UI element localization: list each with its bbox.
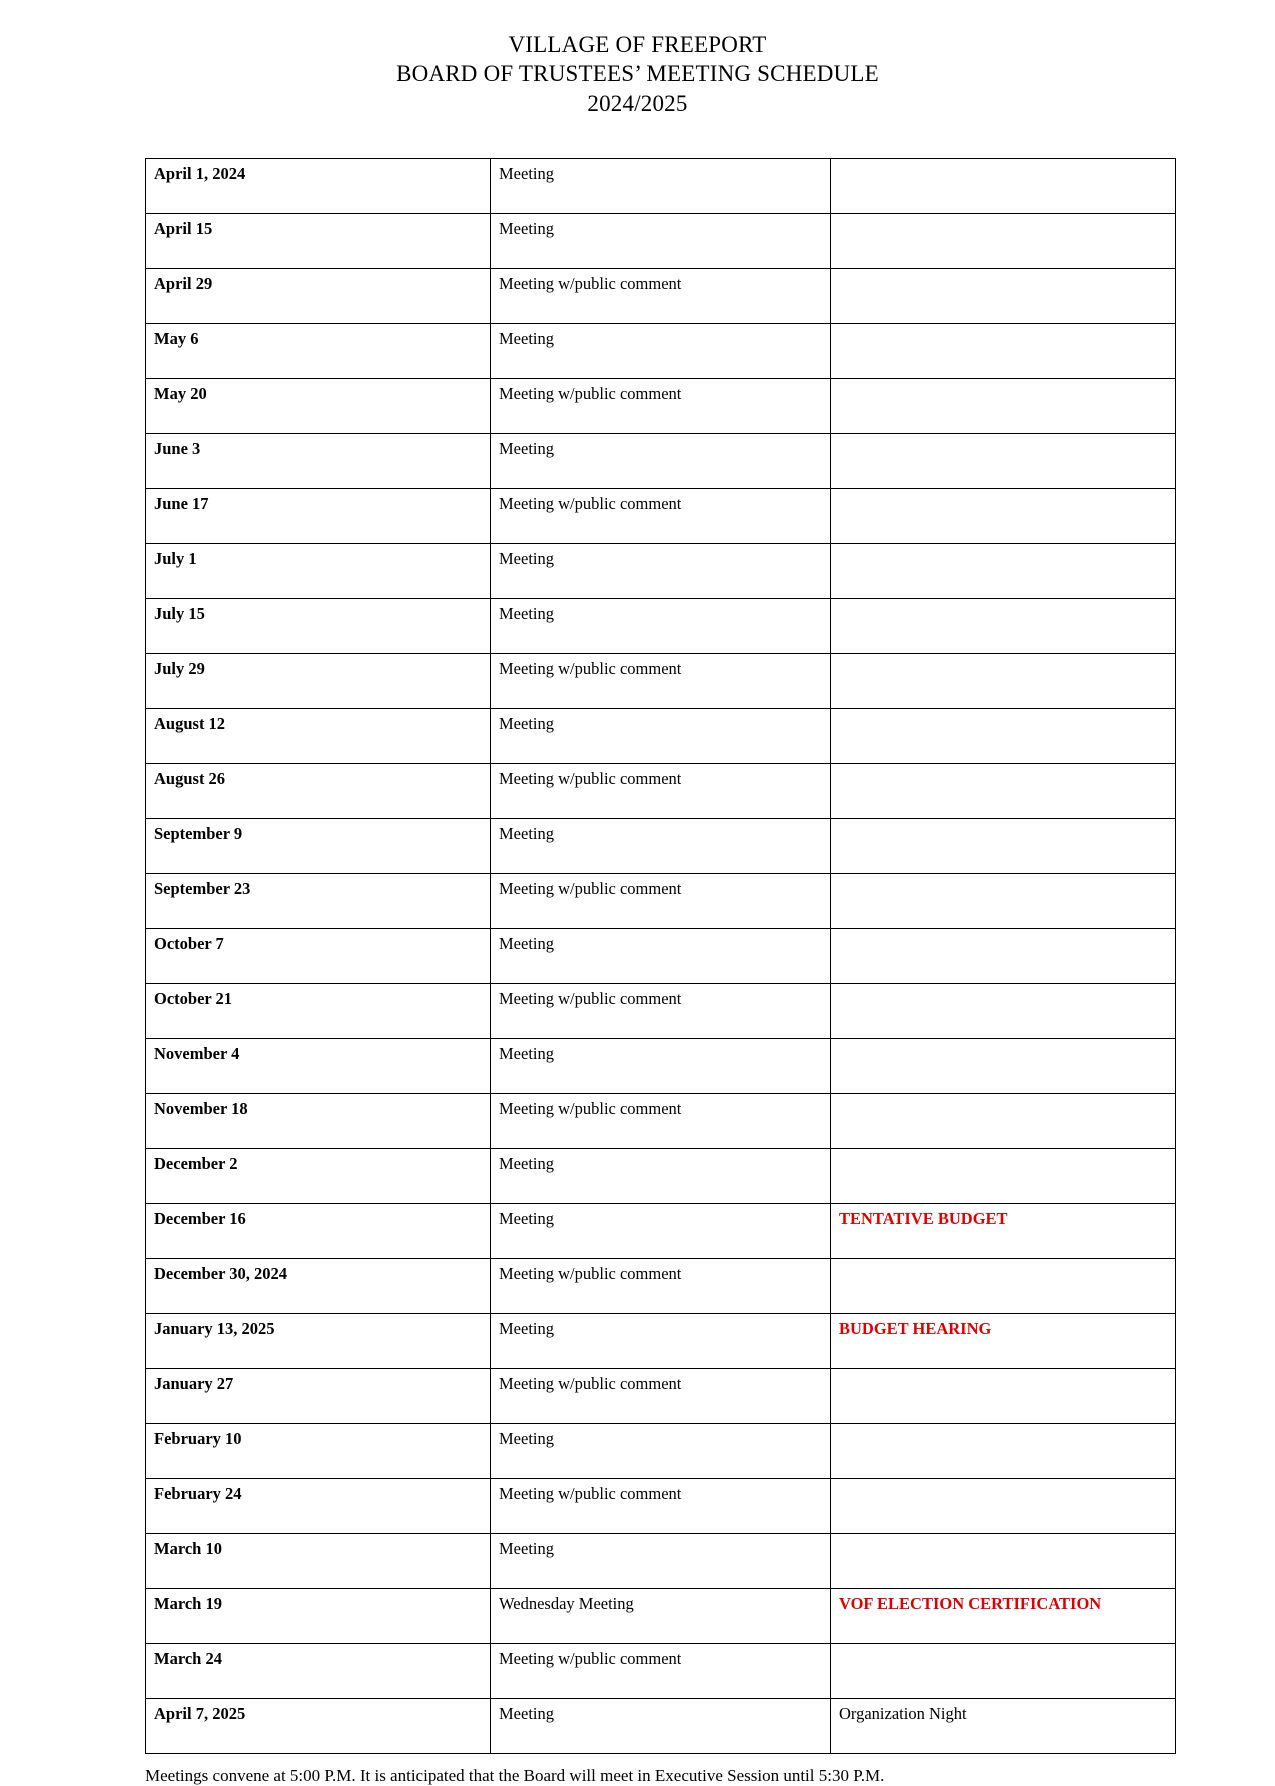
meeting-note-cell (831, 544, 1176, 599)
table-row (146, 1534, 1176, 1589)
meeting-type-cell: Meeting (491, 1424, 831, 1479)
meeting-note-cell (831, 599, 1176, 654)
table-row (146, 1369, 1176, 1424)
meeting-type-cell: Meeting (491, 214, 831, 269)
table-row (146, 1094, 1176, 1149)
meeting-type-cell: Meeting w/public comment (491, 1094, 831, 1149)
table-row (146, 654, 1176, 709)
table-row (146, 379, 1176, 434)
meeting-note-cell (831, 1259, 1176, 1314)
table-row (146, 874, 1176, 929)
meeting-note-cell (831, 434, 1176, 489)
header-line-title: BOARD OF TRUSTEES’ MEETING SCHEDULE (396, 61, 879, 87)
meeting-date-cell: June 17 (146, 489, 491, 544)
table-row (146, 1039, 1176, 1094)
meeting-note-cell (831, 324, 1176, 379)
meeting-note-cell (831, 929, 1176, 984)
meeting-note-cell (831, 819, 1176, 874)
table-row (146, 324, 1176, 379)
meeting-date-cell: March 19 (146, 1589, 491, 1644)
document-header (0, 30, 1275, 118)
meeting-date-cell: October 21 (146, 984, 491, 1039)
meeting-date-cell: December 30, 2024 (146, 1259, 491, 1314)
table-row (146, 929, 1176, 984)
table-row (146, 599, 1176, 654)
table-row (146, 764, 1176, 819)
meeting-type-cell: Meeting (491, 1039, 831, 1094)
meeting-note-cell (831, 489, 1176, 544)
table-row (146, 159, 1176, 214)
meeting-note-cell (831, 214, 1176, 269)
meeting-type-cell: Meeting (491, 159, 831, 214)
meeting-type-cell: Meeting w/public comment (491, 489, 831, 544)
meeting-date-cell: September 9 (146, 819, 491, 874)
meeting-type-cell: Meeting w/public comment (491, 764, 831, 819)
meeting-date-cell: April 15 (146, 214, 491, 269)
meeting-note-cell (831, 379, 1176, 434)
header-line-village: VILLAGE OF FREEPORT (508, 32, 767, 57)
meeting-note-cell (831, 1369, 1176, 1424)
table-row (146, 1424, 1176, 1479)
meeting-type-cell: Meeting (491, 819, 831, 874)
meeting-note-cell (831, 1644, 1176, 1699)
table-row (146, 1589, 1176, 1644)
meeting-date-cell: July 29 (146, 654, 491, 709)
table-row (146, 1204, 1176, 1259)
footnote-text: Meetings convene at 5:00 P.M. It is anticipated that the Board will meet in Executive Session until 5:30 P.M. (145, 1766, 885, 1786)
meeting-date-cell: October 7 (146, 929, 491, 984)
meeting-type-cell: Meeting (491, 544, 831, 599)
meeting-type-cell: Meeting (491, 324, 831, 379)
meeting-note-cell (831, 1094, 1176, 1149)
meeting-type-cell: Meeting (491, 1699, 831, 1754)
meeting-note-cell (831, 1479, 1176, 1534)
meeting-type-cell: Meeting w/public comment (491, 984, 831, 1039)
meeting-date-cell: December 16 (146, 1204, 491, 1259)
meeting-note-cell (831, 1039, 1176, 1094)
meeting-date-cell: December 2 (146, 1149, 491, 1204)
table-row (146, 269, 1176, 324)
meeting-note-cell: Organization Night (831, 1699, 1176, 1754)
meeting-type-cell: Wednesday Meeting (491, 1589, 831, 1644)
meeting-type-cell: Meeting (491, 929, 831, 984)
meeting-type-cell: Meeting w/public comment (491, 874, 831, 929)
meeting-type-cell: Meeting w/public comment (491, 654, 831, 709)
meeting-date-cell: November 18 (146, 1094, 491, 1149)
meeting-schedule-table (145, 158, 1176, 1754)
schedule-table-body (146, 159, 1176, 1754)
meeting-note-cell (831, 764, 1176, 819)
table-row (146, 1644, 1176, 1699)
meeting-note-cell (831, 874, 1176, 929)
table-row (146, 544, 1176, 599)
meeting-note-cell-highlight: VOF ELECTION CERTIFICATION (831, 1589, 1176, 1644)
meeting-note-cell (831, 984, 1176, 1039)
meeting-date-cell: November 4 (146, 1039, 491, 1094)
meeting-date-cell: July 15 (146, 599, 491, 654)
meeting-note-cell (831, 709, 1176, 764)
meeting-note-cell-highlight: TENTATIVE BUDGET (831, 1204, 1176, 1259)
table-row (146, 1479, 1176, 1534)
meeting-type-cell: Meeting w/public comment (491, 379, 831, 434)
table-row (146, 434, 1176, 489)
meeting-note-cell (831, 1424, 1176, 1479)
meeting-type-cell: Meeting w/public comment (491, 1369, 831, 1424)
meeting-type-cell: Meeting (491, 1534, 831, 1589)
meeting-date-cell: April 1, 2024 (146, 159, 491, 214)
meeting-note-cell (831, 1534, 1176, 1589)
meeting-date-cell: August 26 (146, 764, 491, 819)
meeting-note-cell-highlight: BUDGET HEARING (831, 1314, 1176, 1369)
meeting-note-cell (831, 654, 1176, 709)
meeting-date-cell: May 6 (146, 324, 491, 379)
table-row (146, 709, 1176, 764)
meeting-type-cell: Meeting w/public comment (491, 1259, 831, 1314)
meeting-date-cell: March 24 (146, 1644, 491, 1699)
meeting-type-cell: Meeting w/public comment (491, 269, 831, 324)
meeting-type-cell: Meeting (491, 1314, 831, 1369)
meeting-note-cell (831, 269, 1176, 324)
meeting-type-cell: Meeting w/public comment (491, 1479, 831, 1534)
meeting-type-cell: Meeting w/public comment (491, 1644, 831, 1699)
table-row (146, 1259, 1176, 1314)
meeting-note-cell (831, 159, 1176, 214)
table-row (146, 489, 1176, 544)
meeting-date-cell: August 12 (146, 709, 491, 764)
meeting-type-cell: Meeting (491, 599, 831, 654)
table-row (146, 1699, 1176, 1754)
meeting-type-cell: Meeting (491, 434, 831, 489)
table-row (146, 1314, 1176, 1369)
meeting-date-cell: January 13, 2025 (146, 1314, 491, 1369)
meeting-type-cell: Meeting (491, 1204, 831, 1259)
meeting-type-cell: Meeting (491, 709, 831, 764)
table-row (146, 1149, 1176, 1204)
meeting-date-cell: February 10 (146, 1424, 491, 1479)
meeting-date-cell: May 20 (146, 379, 491, 434)
meeting-date-cell: April 7, 2025 (146, 1699, 491, 1754)
meeting-date-cell: June 3 (146, 434, 491, 489)
meeting-date-cell: July 1 (146, 544, 491, 599)
meeting-date-cell: March 10 (146, 1534, 491, 1589)
meeting-date-cell: September 23 (146, 874, 491, 929)
table-row (146, 819, 1176, 874)
table-row (146, 214, 1176, 269)
schedule-table-wrap (145, 158, 1130, 1754)
table-row (146, 984, 1176, 1039)
meeting-note-cell (831, 1149, 1176, 1204)
meeting-date-cell: April 29 (146, 269, 491, 324)
meeting-date-cell: January 27 (146, 1369, 491, 1424)
meeting-date-cell: February 24 (146, 1479, 491, 1534)
meeting-type-cell: Meeting (491, 1149, 831, 1204)
header-line-years: 2024/2025 (587, 90, 688, 116)
